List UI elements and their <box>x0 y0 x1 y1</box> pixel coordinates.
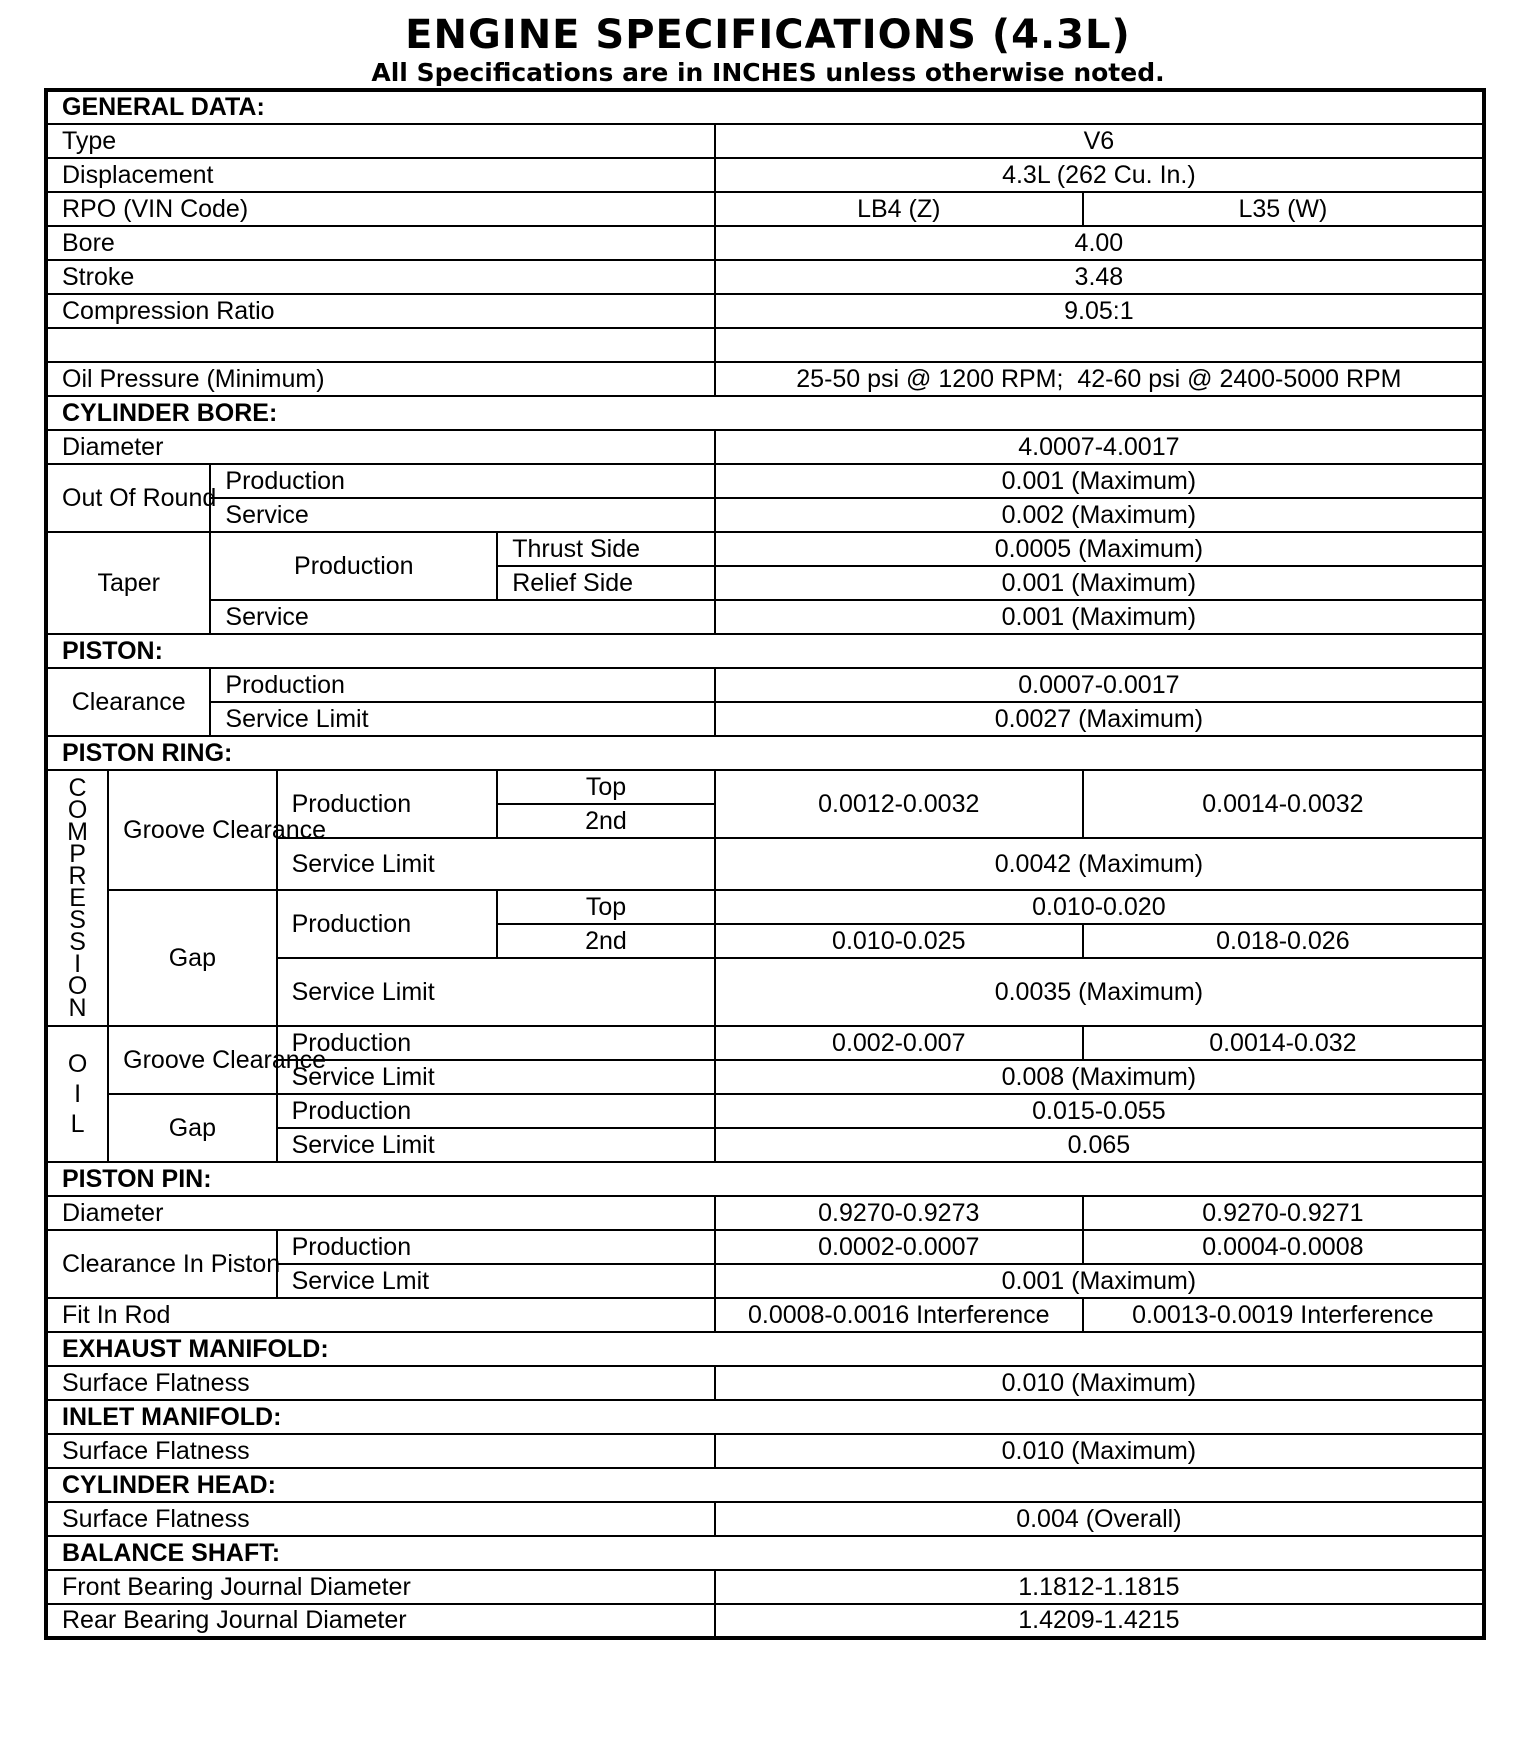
vertical-label-compression: C O M P R E S S I O N <box>46 770 108 1026</box>
row-label-inlet-flatness: Surface Flatness <box>46 1434 715 1468</box>
row-label-thrust-side: Thrust Side <box>497 532 715 566</box>
value-oil-gap-service-limit: 0.065 <box>715 1128 1484 1162</box>
value-front-bearing: 1.1812-1.1815 <box>715 1570 1484 1604</box>
section-heading-piston: PISTON: <box>46 634 1484 668</box>
row-label-taper-service: Service <box>210 600 714 634</box>
row-label-comp-gap-production: Production <box>277 890 498 958</box>
value-rpo-l35: L35 (W) <box>1083 192 1484 226</box>
sub-label-comp-groove-top: Top <box>497 770 715 804</box>
value-oil-groove-production-l35: 0.0014-0.032 <box>1083 1026 1484 1060</box>
row-label-piston-production: Production <box>210 668 714 702</box>
value-oil-pressure: 25-50 psi @ 1200 RPM; 42-60 psi @ 2400-5000 RPM <box>715 362 1484 396</box>
row-label-taper-production: Production <box>210 532 497 600</box>
value-oor-production: 0.001 (Maximum) <box>715 464 1484 498</box>
row-label-oil-gap-production: Production <box>277 1094 715 1128</box>
row-label-rear-bearing: Rear Bearing Journal Diameter <box>46 1604 715 1638</box>
row-label-comp-groove-production: Production <box>277 770 498 838</box>
row-label-exhaust-flatness: Surface Flatness <box>46 1366 715 1400</box>
value-piston-service-limit: 0.0027 (Maximum) <box>715 702 1484 736</box>
section-heading-balance-shaft: BALANCE SHAFT: <box>46 1536 1484 1570</box>
value-comp-groove-production-lb4: 0.0012-0.0032 <box>715 770 1083 838</box>
value-fit-in-rod-l35: 0.0013-0.0019 Interference <box>1083 1298 1484 1332</box>
group-label-oil-gap: Gap <box>108 1094 276 1162</box>
value-pin-production-l35: 0.0004-0.0008 <box>1083 1230 1484 1264</box>
value-comp-groove-service-limit: 0.0042 (Maximum) <box>715 838 1484 890</box>
value-comp-gap-2nd-l35: 0.018-0.026 <box>1083 924 1484 958</box>
section-heading-piston-ring: PISTON RING: <box>46 736 1484 770</box>
row-label-bore: Bore <box>46 226 715 260</box>
value-relief-side: 0.001 (Maximum) <box>715 566 1484 600</box>
value-pin-service-limit: 0.001 (Maximum) <box>715 1264 1484 1298</box>
value-exhaust-flatness: 0.010 (Maximum) <box>715 1366 1484 1400</box>
sub-label-comp-gap-top: Top <box>497 890 715 924</box>
row-label-displacement: Displacement <box>46 158 715 192</box>
value-piston-production: 0.0007-0.0017 <box>715 668 1484 702</box>
row-label-piston-service-limit: Service Limit <box>210 702 714 736</box>
value-oil-gap-production: 0.015-0.055 <box>715 1094 1484 1128</box>
section-heading-cylinder-head: CYLINDER HEAD: <box>46 1468 1484 1502</box>
value-bore: 4.00 <box>715 226 1484 260</box>
row-label-comp-groove-service-limit: Service Limit <box>277 838 715 890</box>
row-label-compression-ratio: Compression Ratio <box>46 294 715 328</box>
value-thrust-side: 0.0005 (Maximum) <box>715 532 1484 566</box>
row-label-oil-groove-production: Production <box>277 1026 715 1060</box>
value-comp-gap-top: 0.010-0.020 <box>715 890 1484 924</box>
value-oil-groove-service-limit: 0.008 (Maximum) <box>715 1060 1484 1094</box>
section-heading-inlet-manifold: INLET MANIFOLD: <box>46 1400 1484 1434</box>
group-label-oil-groove-clearance: Groove Clearance <box>108 1026 276 1094</box>
empty-row-value <box>715 328 1484 362</box>
vertical-label-oil: O I L <box>46 1026 108 1162</box>
row-label-type: Type <box>46 124 715 158</box>
row-label-head-flatness: Surface Flatness <box>46 1502 715 1536</box>
value-bore-diameter: 4.0007-4.0017 <box>715 430 1484 464</box>
value-rpo-lb4: LB4 (Z) <box>715 192 1083 226</box>
row-label-stroke: Stroke <box>46 260 715 294</box>
row-label-oil-groove-service-limit: Service Limit <box>277 1060 715 1094</box>
value-pin-diameter-lb4: 0.9270-0.9273 <box>715 1196 1083 1230</box>
section-heading-general: GENERAL DATA: <box>46 90 1484 124</box>
value-displacement: 4.3L (262 Cu. In.) <box>715 158 1484 192</box>
row-label-pin-diameter: Diameter <box>46 1196 715 1230</box>
group-label-comp-gap: Gap <box>108 890 276 1026</box>
value-inlet-flatness: 0.010 (Maximum) <box>715 1434 1484 1468</box>
value-comp-groove-production-l35: 0.0014-0.0032 <box>1083 770 1484 838</box>
value-taper-service: 0.001 (Maximum) <box>715 600 1484 634</box>
value-pin-production-lb4: 0.0002-0.0007 <box>715 1230 1083 1264</box>
group-label-comp-groove-clearance: Groove Clearance <box>108 770 276 890</box>
row-label-pin-service-limit: Service Lmit <box>277 1264 715 1298</box>
row-label-comp-gap-service-limit: Service Limit <box>277 958 715 1026</box>
value-head-flatness: 0.004 (Overall) <box>715 1502 1484 1536</box>
row-label-relief-side: Relief Side <box>497 566 715 600</box>
value-stroke: 3.48 <box>715 260 1484 294</box>
section-heading-cylinder-bore: CYLINDER BORE: <box>46 396 1484 430</box>
value-rear-bearing: 1.4209-1.4215 <box>715 1604 1484 1638</box>
row-label-rpo: RPO (VIN Code) <box>46 192 715 226</box>
sub-label-comp-gap-2nd: 2nd <box>497 924 715 958</box>
value-oor-service: 0.002 (Maximum) <box>715 498 1484 532</box>
value-comp-gap-service-limit: 0.0035 (Maximum) <box>715 958 1484 1026</box>
value-pin-diameter-l35: 0.9270-0.9271 <box>1083 1196 1484 1230</box>
group-label-out-of-round: Out Of Round <box>46 464 210 532</box>
row-label-bore-diameter: Diameter <box>46 430 715 464</box>
row-label-pin-production: Production <box>277 1230 715 1264</box>
empty-row-label <box>46 328 715 362</box>
section-heading-exhaust-manifold: EXHAUST MANIFOLD: <box>46 1332 1484 1366</box>
page-title: ENGINE SPECIFICATIONS (4.3L) <box>405 12 1131 58</box>
sub-label-comp-groove-2nd: 2nd <box>497 804 715 838</box>
row-label-oil-pressure: Oil Pressure (Minimum) <box>46 362 715 396</box>
row-label-front-bearing: Front Bearing Journal Diameter <box>46 1570 715 1604</box>
value-compression-ratio: 9.05:1 <box>715 294 1484 328</box>
page-subtitle: All Specifications are in INCHES unless otherwise noted. <box>371 58 1165 87</box>
row-label-oil-gap-service-limit: Service Limit <box>277 1128 715 1162</box>
group-label-taper: Taper <box>46 532 210 634</box>
value-oil-groove-production-lb4: 0.002-0.007 <box>715 1026 1083 1060</box>
value-fit-in-rod-lb4: 0.0008-0.0016 Interference <box>715 1298 1083 1332</box>
row-label-oor-service: Service <box>210 498 714 532</box>
value-comp-gap-2nd-lb4: 0.010-0.025 <box>715 924 1083 958</box>
section-heading-piston-pin: PISTON PIN: <box>46 1162 1484 1196</box>
row-label-fit-in-rod: Fit In Rod <box>46 1298 715 1332</box>
group-label-piston-clearance: Clearance <box>46 668 210 736</box>
value-type: V6 <box>715 124 1484 158</box>
row-label-oor-production: Production <box>210 464 714 498</box>
group-label-pin-clearance: Clearance In Piston <box>46 1230 277 1298</box>
engine-spec-table <box>44 88 1486 1640</box>
